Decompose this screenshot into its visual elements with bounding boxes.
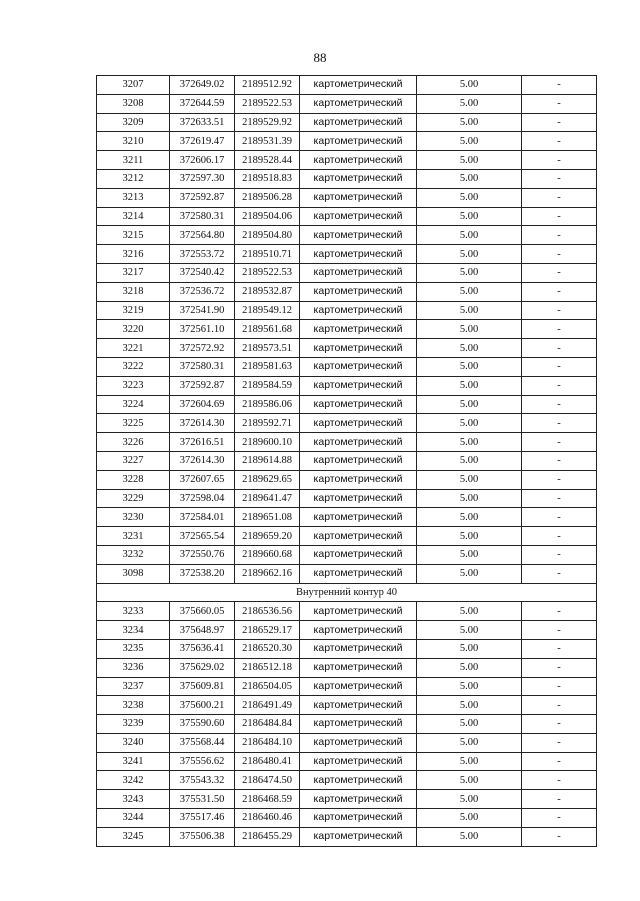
y-coordinate-cell: 2189659.20 bbox=[235, 527, 300, 546]
accuracy-cell: 5.00 bbox=[417, 602, 522, 621]
accuracy-cell: 5.00 bbox=[417, 564, 522, 583]
point-number-cell: 3208 bbox=[97, 94, 170, 113]
point-number-cell: 3240 bbox=[97, 733, 170, 752]
table-row bbox=[97, 395, 597, 414]
table-row bbox=[97, 677, 597, 696]
accuracy-cell: 5.00 bbox=[417, 76, 522, 95]
y-coordinate-cell: 2186529.17 bbox=[235, 621, 300, 640]
method-cell: картометрический bbox=[300, 564, 417, 583]
x-coordinate-cell: 372565.54 bbox=[170, 527, 235, 546]
point-number-cell: 3236 bbox=[97, 658, 170, 677]
description-cell: - bbox=[522, 320, 597, 339]
table-row bbox=[97, 696, 597, 715]
y-coordinate-cell: 2189660.68 bbox=[235, 545, 300, 564]
x-coordinate-cell: 372644.59 bbox=[170, 94, 235, 113]
point-number-cell: 3241 bbox=[97, 752, 170, 771]
accuracy-cell: 5.00 bbox=[417, 94, 522, 113]
method-cell: картометрический bbox=[300, 188, 417, 207]
point-number-cell: 3234 bbox=[97, 621, 170, 640]
description-cell: - bbox=[522, 564, 597, 583]
point-number-cell: 3235 bbox=[97, 639, 170, 658]
description-cell: - bbox=[522, 639, 597, 658]
x-coordinate-cell: 375506.38 bbox=[170, 827, 235, 846]
y-coordinate-cell: 2189529.92 bbox=[235, 113, 300, 132]
y-coordinate-cell: 2186484.84 bbox=[235, 715, 300, 734]
accuracy-cell: 5.00 bbox=[417, 433, 522, 452]
accuracy-cell: 5.00 bbox=[417, 301, 522, 320]
point-number-cell: 3217 bbox=[97, 263, 170, 282]
y-coordinate-cell: 2189573.51 bbox=[235, 339, 300, 358]
point-number-cell: 3210 bbox=[97, 132, 170, 151]
accuracy-cell: 5.00 bbox=[417, 508, 522, 527]
y-coordinate-cell: 2189586.06 bbox=[235, 395, 300, 414]
y-coordinate-cell: 2189510.71 bbox=[235, 245, 300, 264]
table-row bbox=[97, 226, 597, 245]
description-cell: - bbox=[522, 508, 597, 527]
method-cell: картометрический bbox=[300, 470, 417, 489]
y-coordinate-cell: 2186480.41 bbox=[235, 752, 300, 771]
description-cell: - bbox=[522, 169, 597, 188]
accuracy-cell: 5.00 bbox=[417, 376, 522, 395]
table-row bbox=[97, 489, 597, 508]
accuracy-cell: 5.00 bbox=[417, 282, 522, 301]
y-coordinate-cell: 2189532.87 bbox=[235, 282, 300, 301]
accuracy-cell: 5.00 bbox=[417, 752, 522, 771]
point-number-cell: 3232 bbox=[97, 545, 170, 564]
accuracy-cell: 5.00 bbox=[417, 357, 522, 376]
y-coordinate-cell: 2186491.49 bbox=[235, 696, 300, 715]
y-coordinate-cell: 2186455.29 bbox=[235, 827, 300, 846]
table-row bbox=[97, 715, 597, 734]
table-row bbox=[97, 320, 597, 339]
description-cell: - bbox=[522, 790, 597, 809]
x-coordinate-cell: 372538.20 bbox=[170, 564, 235, 583]
table-row bbox=[97, 602, 597, 621]
method-cell: картометрический bbox=[300, 809, 417, 828]
description-cell: - bbox=[522, 752, 597, 771]
description-cell: - bbox=[522, 151, 597, 170]
description-cell: - bbox=[522, 602, 597, 621]
point-number-cell: 3227 bbox=[97, 451, 170, 470]
point-number-cell: 3231 bbox=[97, 527, 170, 546]
method-cell: картометрический bbox=[300, 282, 417, 301]
table-row bbox=[97, 414, 597, 433]
method-cell: картометрический bbox=[300, 790, 417, 809]
method-cell: картометрический bbox=[300, 113, 417, 132]
x-coordinate-cell: 372616.51 bbox=[170, 433, 235, 452]
table-row bbox=[97, 827, 597, 846]
description-cell: - bbox=[522, 207, 597, 226]
point-number-cell: 3237 bbox=[97, 677, 170, 696]
x-coordinate-cell: 375568.44 bbox=[170, 733, 235, 752]
table-row bbox=[97, 527, 597, 546]
y-coordinate-cell: 2189584.59 bbox=[235, 376, 300, 395]
x-coordinate-cell: 375600.21 bbox=[170, 696, 235, 715]
accuracy-cell: 5.00 bbox=[417, 339, 522, 358]
table-row bbox=[97, 339, 597, 358]
point-number-cell: 3214 bbox=[97, 207, 170, 226]
method-cell: картометрический bbox=[300, 733, 417, 752]
accuracy-cell: 5.00 bbox=[417, 188, 522, 207]
y-coordinate-cell: 2189651.08 bbox=[235, 508, 300, 527]
table-row bbox=[97, 113, 597, 132]
accuracy-cell: 5.00 bbox=[417, 151, 522, 170]
accuracy-cell: 5.00 bbox=[417, 470, 522, 489]
x-coordinate-cell: 372619.47 bbox=[170, 132, 235, 151]
table-row bbox=[97, 263, 597, 282]
x-coordinate-cell: 372597.30 bbox=[170, 169, 235, 188]
table-row bbox=[97, 132, 597, 151]
method-cell: картометрический bbox=[300, 151, 417, 170]
y-coordinate-cell: 2189522.53 bbox=[235, 263, 300, 282]
description-cell: - bbox=[522, 282, 597, 301]
method-cell: картометрический bbox=[300, 132, 417, 151]
method-cell: картометрический bbox=[300, 207, 417, 226]
table-body-part-2 bbox=[97, 602, 597, 846]
x-coordinate-cell: 372598.04 bbox=[170, 489, 235, 508]
x-coordinate-cell: 375590.60 bbox=[170, 715, 235, 734]
method-cell: картометрический bbox=[300, 376, 417, 395]
method-cell: картометрический bbox=[300, 94, 417, 113]
table-row bbox=[97, 451, 597, 470]
method-cell: картометрический bbox=[300, 414, 417, 433]
method-cell: картометрический bbox=[300, 752, 417, 771]
description-cell: - bbox=[522, 339, 597, 358]
description-cell: - bbox=[522, 809, 597, 828]
method-cell: картометрический bbox=[300, 658, 417, 677]
y-coordinate-cell: 2186474.50 bbox=[235, 771, 300, 790]
point-number-cell: 3229 bbox=[97, 489, 170, 508]
x-coordinate-cell: 372553.72 bbox=[170, 245, 235, 264]
description-cell: - bbox=[522, 376, 597, 395]
description-cell: - bbox=[522, 621, 597, 640]
table-row bbox=[97, 508, 597, 527]
method-cell: картометрический bbox=[300, 339, 417, 358]
description-cell: - bbox=[522, 94, 597, 113]
x-coordinate-cell: 375636.41 bbox=[170, 639, 235, 658]
accuracy-cell: 5.00 bbox=[417, 169, 522, 188]
point-number-cell: 3213 bbox=[97, 188, 170, 207]
point-number-cell: 3228 bbox=[97, 470, 170, 489]
table-row bbox=[97, 207, 597, 226]
y-coordinate-cell: 2189518.83 bbox=[235, 169, 300, 188]
table-row bbox=[97, 301, 597, 320]
accuracy-cell: 5.00 bbox=[417, 696, 522, 715]
description-cell: - bbox=[522, 357, 597, 376]
accuracy-cell: 5.00 bbox=[417, 395, 522, 414]
x-coordinate-cell: 375517.46 bbox=[170, 809, 235, 828]
x-coordinate-cell: 372633.51 bbox=[170, 113, 235, 132]
accuracy-cell: 5.00 bbox=[417, 658, 522, 677]
accuracy-cell: 5.00 bbox=[417, 771, 522, 790]
method-cell: картометрический bbox=[300, 527, 417, 546]
x-coordinate-cell: 375556.62 bbox=[170, 752, 235, 771]
y-coordinate-cell: 2186520.30 bbox=[235, 639, 300, 658]
table-row bbox=[97, 621, 597, 640]
x-coordinate-cell: 375543.32 bbox=[170, 771, 235, 790]
accuracy-cell: 5.00 bbox=[417, 226, 522, 245]
accuracy-cell: 5.00 bbox=[417, 677, 522, 696]
point-number-cell: 3230 bbox=[97, 508, 170, 527]
description-cell: - bbox=[522, 451, 597, 470]
x-coordinate-cell: 372536.72 bbox=[170, 282, 235, 301]
point-number-cell: 3224 bbox=[97, 395, 170, 414]
y-coordinate-cell: 2189549.12 bbox=[235, 301, 300, 320]
method-cell: картометрический bbox=[300, 696, 417, 715]
method-cell: картометрический bbox=[300, 715, 417, 734]
method-cell: картометрический bbox=[300, 602, 417, 621]
table-row bbox=[97, 94, 597, 113]
y-coordinate-cell: 2189522.53 bbox=[235, 94, 300, 113]
point-number-cell: 3226 bbox=[97, 433, 170, 452]
y-coordinate-cell: 2186536.56 bbox=[235, 602, 300, 621]
y-coordinate-cell: 2189592.71 bbox=[235, 414, 300, 433]
point-number-cell: 3245 bbox=[97, 827, 170, 846]
description-cell: - bbox=[522, 545, 597, 564]
method-cell: картометрический bbox=[300, 451, 417, 470]
point-number-cell: 3223 bbox=[97, 376, 170, 395]
point-number-cell: 3243 bbox=[97, 790, 170, 809]
point-number-cell: 3218 bbox=[97, 282, 170, 301]
table-row bbox=[97, 151, 597, 170]
method-cell: картометрический bbox=[300, 639, 417, 658]
point-number-cell: 3233 bbox=[97, 602, 170, 621]
accuracy-cell: 5.00 bbox=[417, 790, 522, 809]
description-cell: - bbox=[522, 827, 597, 846]
method-cell: картометрический bbox=[300, 76, 417, 95]
y-coordinate-cell: 2189506.28 bbox=[235, 188, 300, 207]
accuracy-cell: 5.00 bbox=[417, 827, 522, 846]
point-number-cell: 3215 bbox=[97, 226, 170, 245]
point-number-cell: 3238 bbox=[97, 696, 170, 715]
method-cell: картометрический bbox=[300, 827, 417, 846]
description-cell: - bbox=[522, 76, 597, 95]
method-cell: картометрический bbox=[300, 357, 417, 376]
point-number-cell: 3212 bbox=[97, 169, 170, 188]
accuracy-cell: 5.00 bbox=[417, 132, 522, 151]
table-row bbox=[97, 188, 597, 207]
table-body-part-1 bbox=[97, 76, 597, 584]
point-number-cell: 3098 bbox=[97, 564, 170, 583]
method-cell: картометрический bbox=[300, 621, 417, 640]
method-cell: картометрический bbox=[300, 263, 417, 282]
x-coordinate-cell: 372604.69 bbox=[170, 395, 235, 414]
x-coordinate-cell: 372614.30 bbox=[170, 451, 235, 470]
table-row bbox=[97, 809, 597, 828]
accuracy-cell: 5.00 bbox=[417, 545, 522, 564]
table-row bbox=[97, 733, 597, 752]
x-coordinate-cell: 372607.65 bbox=[170, 470, 235, 489]
x-coordinate-cell: 372550.76 bbox=[170, 545, 235, 564]
accuracy-cell: 5.00 bbox=[417, 527, 522, 546]
y-coordinate-cell: 2186468.59 bbox=[235, 790, 300, 809]
table-row bbox=[97, 433, 597, 452]
x-coordinate-cell: 372541.90 bbox=[170, 301, 235, 320]
method-cell: картометрический bbox=[300, 545, 417, 564]
y-coordinate-cell: 2189504.80 bbox=[235, 226, 300, 245]
y-coordinate-cell: 2189629.65 bbox=[235, 470, 300, 489]
point-number-cell: 3219 bbox=[97, 301, 170, 320]
x-coordinate-cell: 375660.05 bbox=[170, 602, 235, 621]
point-number-cell: 3239 bbox=[97, 715, 170, 734]
description-cell: - bbox=[522, 715, 597, 734]
description-cell: - bbox=[522, 414, 597, 433]
table-row bbox=[97, 357, 597, 376]
description-cell: - bbox=[522, 113, 597, 132]
y-coordinate-cell: 2189641.47 bbox=[235, 489, 300, 508]
x-coordinate-cell: 375531.50 bbox=[170, 790, 235, 809]
method-cell: картометрический bbox=[300, 320, 417, 339]
y-coordinate-cell: 2189581.63 bbox=[235, 357, 300, 376]
accuracy-cell: 5.00 bbox=[417, 263, 522, 282]
y-coordinate-cell: 2186512.18 bbox=[235, 658, 300, 677]
x-coordinate-cell: 375648.97 bbox=[170, 621, 235, 640]
table-row bbox=[97, 790, 597, 809]
method-cell: картометрический bbox=[300, 226, 417, 245]
x-coordinate-cell: 372649.02 bbox=[170, 76, 235, 95]
x-coordinate-cell: 372580.31 bbox=[170, 207, 235, 226]
x-coordinate-cell: 372592.87 bbox=[170, 376, 235, 395]
description-cell: - bbox=[522, 132, 597, 151]
y-coordinate-cell: 2189528.44 bbox=[235, 151, 300, 170]
x-coordinate-cell: 372561.10 bbox=[170, 320, 235, 339]
description-cell: - bbox=[522, 301, 597, 320]
description-cell: - bbox=[522, 733, 597, 752]
description-cell: - bbox=[522, 677, 597, 696]
accuracy-cell: 5.00 bbox=[417, 621, 522, 640]
point-number-cell: 3222 bbox=[97, 357, 170, 376]
table-row bbox=[97, 282, 597, 301]
accuracy-cell: 5.00 bbox=[417, 245, 522, 264]
x-coordinate-cell: 372580.31 bbox=[170, 357, 235, 376]
point-number-cell: 3216 bbox=[97, 245, 170, 264]
description-cell: - bbox=[522, 658, 597, 677]
table-row bbox=[97, 245, 597, 264]
x-coordinate-cell: 372572.92 bbox=[170, 339, 235, 358]
method-cell: картометрический bbox=[300, 395, 417, 414]
y-coordinate-cell: 2189600.10 bbox=[235, 433, 300, 452]
accuracy-cell: 5.00 bbox=[417, 320, 522, 339]
table-row bbox=[97, 771, 597, 790]
point-number-cell: 3220 bbox=[97, 320, 170, 339]
description-cell: - bbox=[522, 433, 597, 452]
description-cell: - bbox=[522, 245, 597, 264]
x-coordinate-cell: 372614.30 bbox=[170, 414, 235, 433]
table-row bbox=[97, 470, 597, 489]
point-number-cell: 3242 bbox=[97, 771, 170, 790]
accuracy-cell: 5.00 bbox=[417, 733, 522, 752]
point-number-cell: 3221 bbox=[97, 339, 170, 358]
table-row bbox=[97, 545, 597, 564]
accuracy-cell: 5.00 bbox=[417, 715, 522, 734]
x-coordinate-cell: 375629.02 bbox=[170, 658, 235, 677]
table-row bbox=[97, 564, 597, 583]
table-row bbox=[97, 376, 597, 395]
page-number: 88 bbox=[313, 50, 327, 65]
y-coordinate-cell: 2189504.06 bbox=[235, 207, 300, 226]
x-coordinate-cell: 372584.01 bbox=[170, 508, 235, 527]
accuracy-cell: 5.00 bbox=[417, 809, 522, 828]
table-row bbox=[97, 76, 597, 95]
y-coordinate-cell: 2186504.05 bbox=[235, 677, 300, 696]
table-row bbox=[97, 658, 597, 677]
description-cell: - bbox=[522, 226, 597, 245]
description-cell: - bbox=[522, 696, 597, 715]
method-cell: картометрический bbox=[300, 508, 417, 527]
description-cell: - bbox=[522, 188, 597, 207]
point-number-cell: 3225 bbox=[97, 414, 170, 433]
x-coordinate-cell: 372606.17 bbox=[170, 151, 235, 170]
method-cell: картометрический bbox=[300, 433, 417, 452]
method-cell: картометрический bbox=[300, 677, 417, 696]
accuracy-cell: 5.00 bbox=[417, 414, 522, 433]
coordinates-table bbox=[96, 75, 597, 847]
table-row bbox=[97, 169, 597, 188]
description-cell: - bbox=[522, 263, 597, 282]
method-cell: картометрический bbox=[300, 771, 417, 790]
point-number-cell: 3244 bbox=[97, 809, 170, 828]
y-coordinate-cell: 2189531.39 bbox=[235, 132, 300, 151]
method-cell: картометрический bbox=[300, 489, 417, 508]
y-coordinate-cell: 2189561.68 bbox=[235, 320, 300, 339]
method-cell: картометрический bbox=[300, 169, 417, 188]
y-coordinate-cell: 2186484.10 bbox=[235, 733, 300, 752]
accuracy-cell: 5.00 bbox=[417, 489, 522, 508]
point-number-cell: 3207 bbox=[97, 76, 170, 95]
table-row bbox=[97, 639, 597, 658]
table-row bbox=[97, 752, 597, 771]
description-cell: - bbox=[522, 527, 597, 546]
section-row bbox=[97, 583, 597, 602]
accuracy-cell: 5.00 bbox=[417, 639, 522, 658]
point-number-cell: 3209 bbox=[97, 113, 170, 132]
description-cell: - bbox=[522, 489, 597, 508]
accuracy-cell: 5.00 bbox=[417, 207, 522, 226]
y-coordinate-cell: 2189512.92 bbox=[235, 76, 300, 95]
method-cell: картометрический bbox=[300, 301, 417, 320]
y-coordinate-cell: 2189662.16 bbox=[235, 564, 300, 583]
y-coordinate-cell: 2186460.46 bbox=[235, 809, 300, 828]
accuracy-cell: 5.00 bbox=[417, 451, 522, 470]
table-section-header bbox=[97, 583, 597, 602]
x-coordinate-cell: 372592.87 bbox=[170, 188, 235, 207]
x-coordinate-cell: 372540.42 bbox=[170, 263, 235, 282]
description-cell: - bbox=[522, 395, 597, 414]
method-cell: картометрический bbox=[300, 245, 417, 264]
point-number-cell: 3211 bbox=[97, 151, 170, 170]
x-coordinate-cell: 375609.81 bbox=[170, 677, 235, 696]
x-coordinate-cell: 372564.80 bbox=[170, 226, 235, 245]
description-cell: - bbox=[522, 771, 597, 790]
accuracy-cell: 5.00 bbox=[417, 113, 522, 132]
y-coordinate-cell: 2189614.88 bbox=[235, 451, 300, 470]
section-title: Внутренний контур 40 bbox=[97, 583, 597, 602]
description-cell: - bbox=[522, 470, 597, 489]
